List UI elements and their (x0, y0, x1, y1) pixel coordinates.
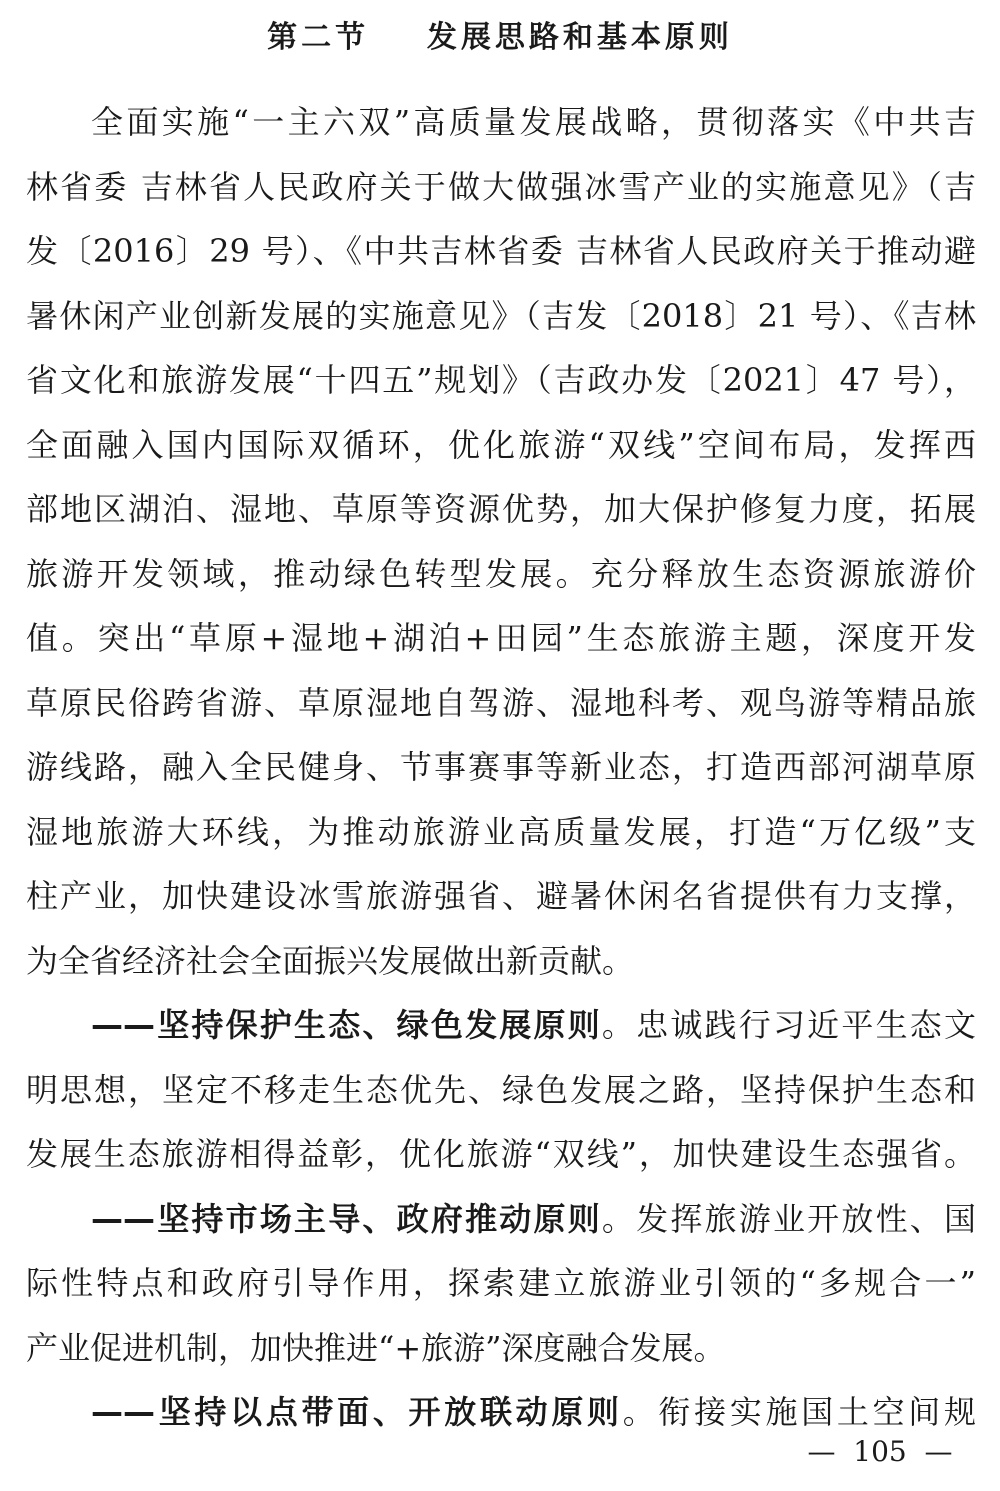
text-line: 暑休闲产业创新发展的实施意见》（吉发〔2018〕21 号）、《吉林 (26, 296, 976, 335)
paragraph-strategy (26, 90, 976, 993)
page-number: — 105 — (807, 1435, 953, 1468)
text-line: 际性特点和政府引导作用，探索建立旅游业引领的“多规合一” (26, 1264, 976, 1302)
section-heading: 第二节 发展思路和基本原则 (267, 20, 733, 55)
text-line (26, 993, 976, 1058)
principle-text: 。衔接实施国土空间规 (622, 1393, 976, 1431)
text-line: 柱产业，加快建设冰雪旅游强省、避暑休闲名省提供有力支撑， (26, 877, 976, 915)
text-line: 全面融入国内国际双循环，优化旅游“双线”空间布局，发挥西 (26, 425, 976, 464)
principle-ecology (26, 993, 976, 1187)
principle-title: ——坚持以点带面、开放联动原则 (91, 1393, 623, 1431)
principle-text: 。发挥旅游业开放性、国 (601, 1199, 976, 1238)
principle-title: ——坚持保护生态、绿色发展原则 (91, 1006, 602, 1044)
text-line: 旅游开发领域，推动绿色转型发展。充分释放生态资源旅游价 (26, 554, 976, 593)
text-line: 值。突出“草原+湿地+湖泊+田园”生态旅游主题，深度开发 (26, 619, 976, 657)
text-line: 省文化和旅游发展“十四五”规划》（吉政办发〔2021〕47 号）， (26, 361, 976, 399)
principle-market (26, 1187, 976, 1381)
principle-text: 。忠诚践行习近平生态文 (601, 1006, 976, 1044)
text-line: 发展生态旅游相得益彰，优化旅游“双线”，加快建设生态强省。 (26, 1135, 976, 1173)
text-line: 草原民俗跨省游、草原湿地自驾游、湿地科考、观鸟游等精品旅 (26, 683, 976, 722)
document-body (26, 90, 976, 1445)
text-line: 为全省经济社会全面振兴发展做出新贡献。 (26, 941, 635, 980)
text-line (26, 1187, 976, 1252)
principle-title: ——坚持市场主导、政府推动原则 (91, 1199, 602, 1238)
text-line: 明思想，坚定不移走生态优先、绿色发展之路，坚持保护生态和 (26, 1070, 976, 1109)
text-line: 湿地旅游大环线，为推动旅游业高质量发展，打造“万亿级”支 (26, 812, 976, 851)
text-line: 林省委 吉林省人民政府关于做大做强冰雪产业的实施意见》（吉 (26, 167, 976, 206)
text-line: 游线路，融入全民健身、节事赛事等新业态，打造西部河湖草原 (26, 748, 976, 786)
text-line: 部地区湖泊、湿地、草原等资源优势，加大保护修复力度，拓展 (26, 490, 976, 528)
text-line: 产业促进机制，加快推进“+旅游”深度融合发展。 (26, 1328, 726, 1367)
text-line: 全面实施“一主六双”高质量发展战略，贯彻落实《中共吉 (91, 103, 976, 141)
text-line: 发〔2016〕29 号）、《中共吉林省委 吉林省人民政府关于推动避 (26, 232, 976, 270)
